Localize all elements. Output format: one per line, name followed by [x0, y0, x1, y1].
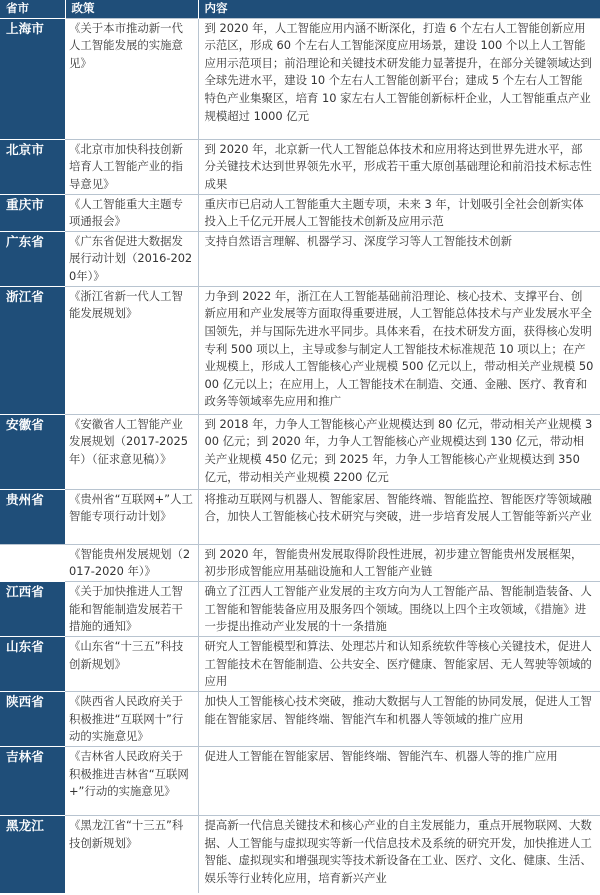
content-cell: 支持自然语言理解、机器学习、深度学习等人工智能技术创新 — [198, 231, 600, 286]
province-cell: 江西省 — [0, 581, 65, 636]
province-cell: 贵州省 — [0, 489, 65, 544]
table-row — [0, 746, 600, 815]
policy-cell: 《山东省“十三五”科技创新规划》 — [65, 636, 198, 691]
table-row — [0, 544, 600, 581]
policy-cell: 《陕西省人民政府关于积极推进“互联网十”行动的实施意见》 — [65, 691, 198, 746]
policy-cell: 《关于加快推进人工智能和智能制造发展若干措施的通知》 — [65, 581, 198, 636]
content-cell: 到 2020 年，北京新一代人工智能总体技术和应用将达到世界先进水平，部分关键技术达到世界领先水平，形成若干重大原创基础理论和前沿技术标志性成果 — [198, 139, 600, 194]
table-row — [0, 194, 600, 231]
province-cell — [0, 544, 65, 581]
province-cell: 重庆市 — [0, 194, 65, 231]
header-policy: 政策 — [65, 0, 198, 18]
table-row — [0, 18, 600, 139]
province-cell: 安徽省 — [0, 414, 65, 489]
table-header-row — [0, 0, 600, 18]
header-content: 内容 — [198, 0, 600, 18]
content-cell: 确立了江西人工智能产业发展的主攻方向为人工智能产品、智能制造装备、人工智能和智能装备应用及服务四个领域。围绕以上四个主攻领域，《措施》进一步提出推动产业发展的十一条措施 — [198, 581, 600, 636]
policy-cell: 《吉林省人民政府关于积极推进吉林省“互联网+”行动的实施意见》 — [65, 746, 198, 815]
content-cell: 提高新一代信息关键技术和核心产业的自主发展能力，重点开展物联网、大数据、人工智能与虚拟现实等新一代信息技术及系统的研究开发，加快推进人工智能、虚拟现实和增强现实等技术新设备在工业、医疗、文化、健康、生活、娱乐等行业转化应用，培育新兴产业 — [198, 815, 600, 893]
policy-cell: 《北京市加快科技创新培育人工智能产业的指导意见》 — [65, 139, 198, 194]
content-cell: 到 2020 年，人工智能应用内涵不断深化，打造 6 个左右人工智能创新应用示范区，形成 60 个左右人工智能深度应用场景，建设 100 个以上人工智能应用示范项目；前沿理论和关键技术研发能力显著提升，在部分关键领域达到全球先进水平，建设 10 个左右人工智能创新平台；建成 5 个左右人工智能特色产业集聚区，培育 10 家左右人工智能创新标杆企业，人工智能重点产业规模超过 1000 亿元 — [198, 18, 600, 139]
table-row — [0, 231, 600, 286]
policy-cell: 《安徽省人工智能产业发展规划（2017-2025 年）（征求意见稿）》 — [65, 414, 198, 489]
table-row — [0, 691, 600, 746]
policy-cell: 《智能贵州发展规划（2017-2020 年）》 — [65, 544, 198, 581]
content-cell: 力争到 2022 年，浙江在人工智能基础前沿理论、核心技术、支撑平台、创新应用和产业发展等方面取得重要进展，人工智能总体技术与产业发展水平全国领先，并与国际先进水平同步。具体来看，在技术研发方面，获得核心发明专利 500 项以上，主导或参与制定人工智能技术标准规范 10 项以上；在产业规模上，形成人工智能核心产业规模 500 亿元以上，带动相关产业规模 5000 亿元以上；在应用上，人工智能技术在制造、交通、金融、医疗、教育和政务等领域率先应用和推广 — [198, 286, 600, 414]
header-province: 省市 — [0, 0, 65, 18]
table-row — [0, 636, 600, 691]
policy-cell: 《贵州省“互联网+”人工智能专项行动计划》 — [65, 489, 198, 544]
table-row — [0, 139, 600, 194]
province-cell: 黑龙江 — [0, 815, 65, 893]
province-cell: 陕西省 — [0, 691, 65, 746]
province-cell: 上海市 — [0, 18, 65, 139]
province-cell: 浙江省 — [0, 286, 65, 414]
province-cell: 广东省 — [0, 231, 65, 286]
policy-cell: 《关于本市推动新一代人工智能发展的实施意见》 — [65, 18, 198, 139]
policy-cell: 《浙江省新一代人工智能发展规划》 — [65, 286, 198, 414]
content-cell: 到 2018 年，力争人工智能核心产业规模达到 80 亿元，带动相关产业规模 300 亿元；到 2020 年，力争人工智能核心产业规模达到 130 亿元，带动相关产业规模 450 亿元；到 2025 年，力争人工智能核心产业规模达到 350 亿元，带动相关产业规模 2200 亿元 — [198, 414, 600, 489]
content-cell: 到 2020 年，智能贵州发展取得阶段性进展，初步建立智能贵州发展框架，初步形成智能应用基础设施和人工智能产业链 — [198, 544, 600, 581]
table-row — [0, 489, 600, 544]
table-row — [0, 581, 600, 636]
province-cell: 山东省 — [0, 636, 65, 691]
policy-cell: 《广东省促进大数据发展行动计划（2016-2020年）》 — [65, 231, 198, 286]
policy-cell: 《黑龙江省“十三五”科技创新规划》 — [65, 815, 198, 893]
table-row — [0, 286, 600, 414]
table-row — [0, 414, 600, 489]
policy-cell: 《人工智能重大主题专项通报会》 — [65, 194, 198, 231]
province-cell: 吉林省 — [0, 746, 65, 815]
content-cell: 研究人工智能模型和算法、处理芯片和认知系统软件等核心关键技术，促进人工智能技术在智能制造、公共安全、医疗健康、智能家居、无人驾驶等领域的应用 — [198, 636, 600, 691]
province-cell: 北京市 — [0, 139, 65, 194]
table-row — [0, 815, 600, 893]
content-cell: 将推动互联网与机器人、智能家居、智能终端、智能监控、智能医疗等领域融合，加快人工智能核心技术研究与突破，进一步培育发展人工智能等新兴产业 — [198, 489, 600, 544]
content-cell: 加快人工智能核心技术突破，推动大数据与人工智能的协同发展，促进人工智能在智能家居、智能终端、智能汽车和机器人等领域的推广应用 — [198, 691, 600, 746]
content-cell: 促进人工智能在智能家居、智能终端、智能汽车、机器人等的推广应用 — [198, 746, 600, 815]
content-cell: 重庆市已启动人工智能重大主题专项，未来 3 年，计划吸引全社会创新实体投入上千亿元开展人工智能技术创新及应用示范 — [198, 194, 600, 231]
